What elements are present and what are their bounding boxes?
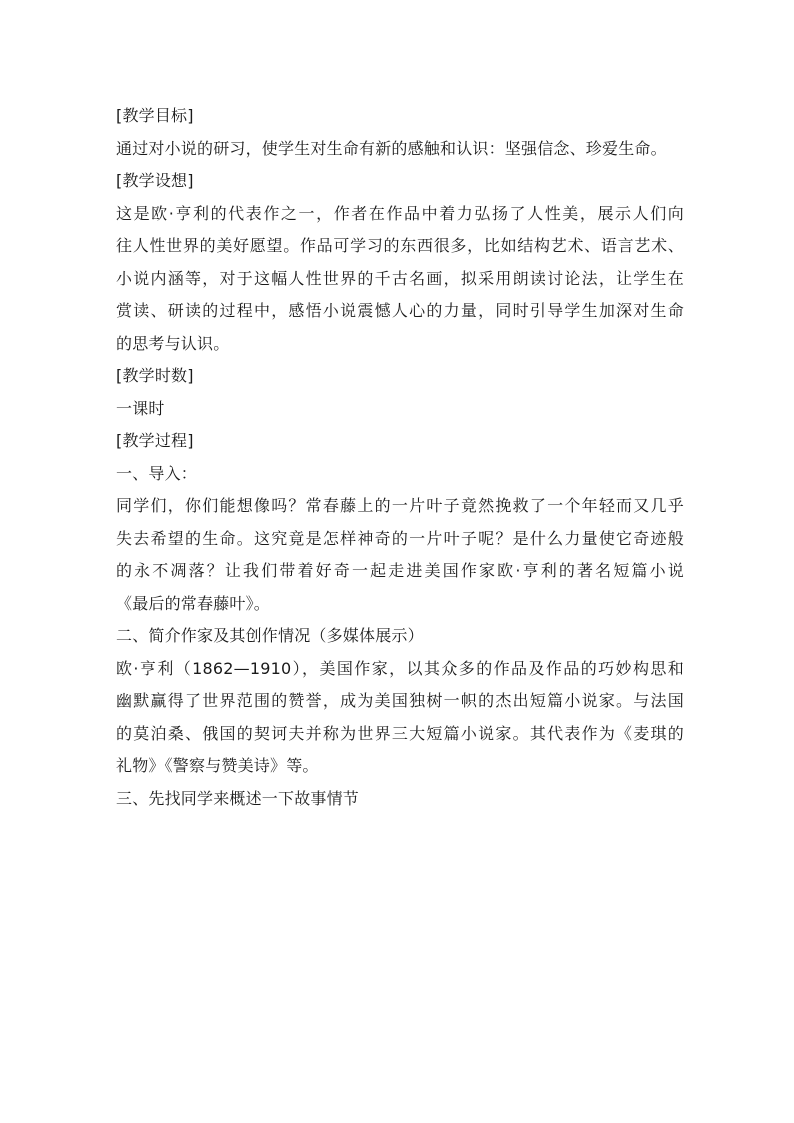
paragraph-line: 的莫泊桑、俄国的契诃夫并称为世界三大短篇小说家。其代表作为《麦琪的 xyxy=(116,723,684,743)
paragraph-line: 赏读、研读的过程中，感悟小说震憾人心的力量，同时引导学生加深对生命 xyxy=(116,301,684,320)
paragraph-line: 这是欧·亨利的代表作之一，作者在作品中着力弘扬了人性美，展示人们向 xyxy=(116,203,684,223)
paragraph-line: 礼物》《警察与赞美诗》等。 xyxy=(116,756,319,775)
step-heading-intro: 一、导入： xyxy=(116,463,198,483)
document-body xyxy=(116,100,684,815)
paragraph-line: 往人性世界的美好愿望。作品可学习的东西很多，比如结构艺术、语言艺术、 xyxy=(116,236,684,255)
paragraph-line: 幽默赢得了世界范围的赞誉，成为美国独树一帜的杰出短篇小说家。与法国 xyxy=(116,691,684,710)
section-heading-hours: [教学时数] xyxy=(116,366,194,385)
section-heading-design: [教学设想] xyxy=(116,171,194,190)
paragraph-line: 的永不凋落？让我们带着好奇一起走进美国作家欧·亨利的著名短篇小说 xyxy=(116,561,684,580)
paragraph-line: 小说内涵等，对于这幅人性世界的千古名画，拟采用朗读讨论法，让学生在 xyxy=(116,268,684,288)
paragraph-line: 同学们，你们能想像吗？常春藤上的一片叶子竟然挽救了一个年轻而又几乎 xyxy=(116,496,684,515)
paragraph-line: 《最后的常春藤叶》。 xyxy=(116,593,271,613)
step-heading-author: 二、简介作家及其创作情况（多媒体展示） xyxy=(116,626,424,645)
paragraph-line: 的思考与认识。 xyxy=(116,333,230,353)
paragraph-line: 一课时 xyxy=(116,398,165,418)
section-heading-objectives: [教学目标] xyxy=(116,106,194,125)
paragraph-line: 通过对小说的研习，使学生对生命有新的感触和认识：坚强信念、珍爱生命。 xyxy=(116,138,667,158)
paragraph-line: 失去希望的生命。这究竟是怎样神奇的一片叶子呢？是什么力量使它奇迹般 xyxy=(116,528,684,548)
paragraph-line: 欧·亨利（1862—1910），美国作家，以其众多的作品及作品的巧妙构思和 xyxy=(116,658,684,678)
step-heading-plot: 三、先找同学来概述一下故事情节 xyxy=(116,788,360,808)
section-heading-process: [教学过程] xyxy=(116,431,194,450)
